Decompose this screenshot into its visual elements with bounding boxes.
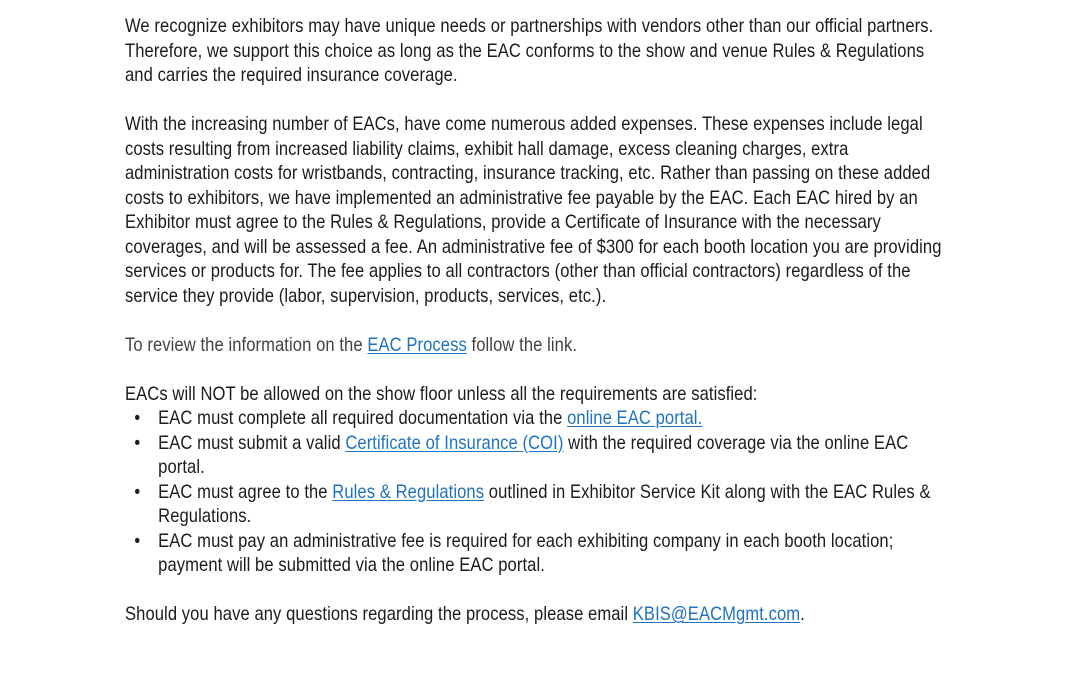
document-page [125,14,1080,627]
requirement-item-rules [125,480,955,529]
requirement-text: EAC must complete all required documentation via the [158,407,568,429]
email-link[interactable]: KBIS@EACMgmt.com [632,603,801,625]
requirements-list [125,406,955,578]
online-eac-portal-link[interactable]: online EAC portal. [567,407,703,429]
requirement-text: EAC must pay an administrative fee is required for each exhibiting company in each booth location; payment will be submitted via the online EAC portal. [158,529,894,576]
requirements-heading: EACs will NOT be allowed on the show floor unless all the requirements are satisfied: [125,382,758,405]
closing-line [125,602,955,627]
requirement-text: EAC must submit a valid [158,431,346,454]
certificate-of-insurance-link[interactable]: Certificate of Insurance (COI) [345,431,564,454]
review-text-before: To review the information on the [125,333,368,356]
requirement-item-fee [125,529,955,578]
fees-paragraph: With the increasing number of EACs, have come numerous added expenses. These expenses include legal costs resulting from increased liability claims, exhibit hall damage, excess cleaning charges, extra administration costs for wristbands, contracting, insurance tracking, etc. Rather than passing on these added costs to exhibitors, we have implemented an administrative fee payable by the EAC. Each EAC hired by an Exhibitor must agree to the Rules & Regulations, provide a Certificate of Insurance with the necessary coverages, and will be assessed a fee. An administrative fee of $300 for each booth location you are providing services or products for. The fee applies to all contractors (other than official contractors) regardless of the service they provide (labor, supervision, products, services, etc.). [125,113,942,307]
requirement-text: with the required coverage via the online EAC portal. [158,431,909,478]
requirement-text: outlined in Exhibitor Service Kit along with the EAC Rules & Regulations. [158,480,931,527]
requirement-text: EAC must agree to the [158,480,333,503]
document-text-block [125,14,955,627]
closing-text-after: . [800,603,805,625]
requirement-item-documentation [125,406,955,431]
review-text-after: follow the link. [466,333,578,356]
requirement-item-insurance [125,431,955,480]
intro-paragraph: We recognize exhibitors may have unique needs or partnerships with vendors other than our official partners. Therefore, we support this choice as long as the EAC conforms to the show and venue Rules & Regulations and carries the required insurance coverage. [125,15,934,86]
eac-process-link[interactable]: EAC Process [367,333,467,356]
rules-and-regulations-link[interactable]: Rules & Regulations [332,480,485,503]
closing-text-before: Should you have any questions regarding the process, please email [125,603,633,625]
review-line [125,333,955,358]
